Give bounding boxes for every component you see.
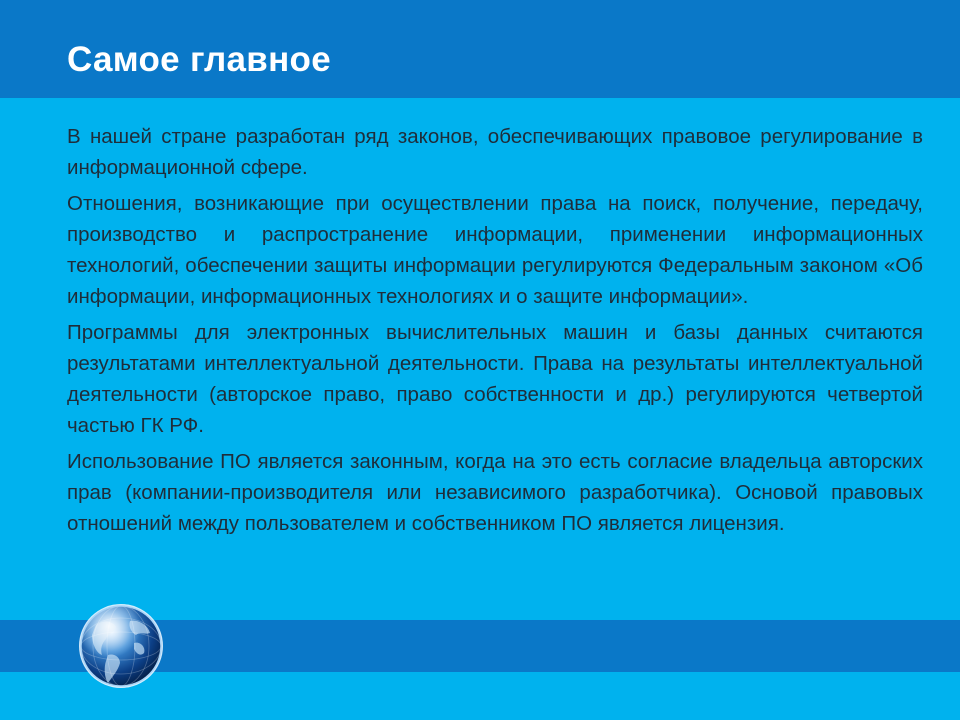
- paragraph-intellectual-property: Программы для электронных вычислительных машин и базы данных считаются результатами интеллектуальной деятельности. Права на результаты интеллектуальной деятельности (авторское право, право собственности и др.) регулируются четвертой частью ГК РФ.: [67, 321, 923, 437]
- globe-icon: [78, 603, 164, 689]
- paragraph-federal-law: Отношения, возникающие при осуществлении права на поиск, получение, передачу, производство и распространение информации, применении информационных технологий, обеспечении защиты информации регулируются Федеральным законом «Об информации, информационных технологиях и о защите информации».: [67, 192, 923, 308]
- slide-title: Самое главное: [67, 40, 331, 79]
- paragraph-laws: В нашей стране разработан ряд законов, обеспечивающих правовое регулирование в информационной сфере.: [67, 125, 923, 179]
- slide-body: [67, 121, 923, 544]
- paragraph-license: Использование ПО является законным, когда на это есть согласие владельца авторских прав (компании-производителя или независимого разработчика). Основой правовых отношений между пользователем и собственником ПО является лицензия.: [67, 450, 923, 535]
